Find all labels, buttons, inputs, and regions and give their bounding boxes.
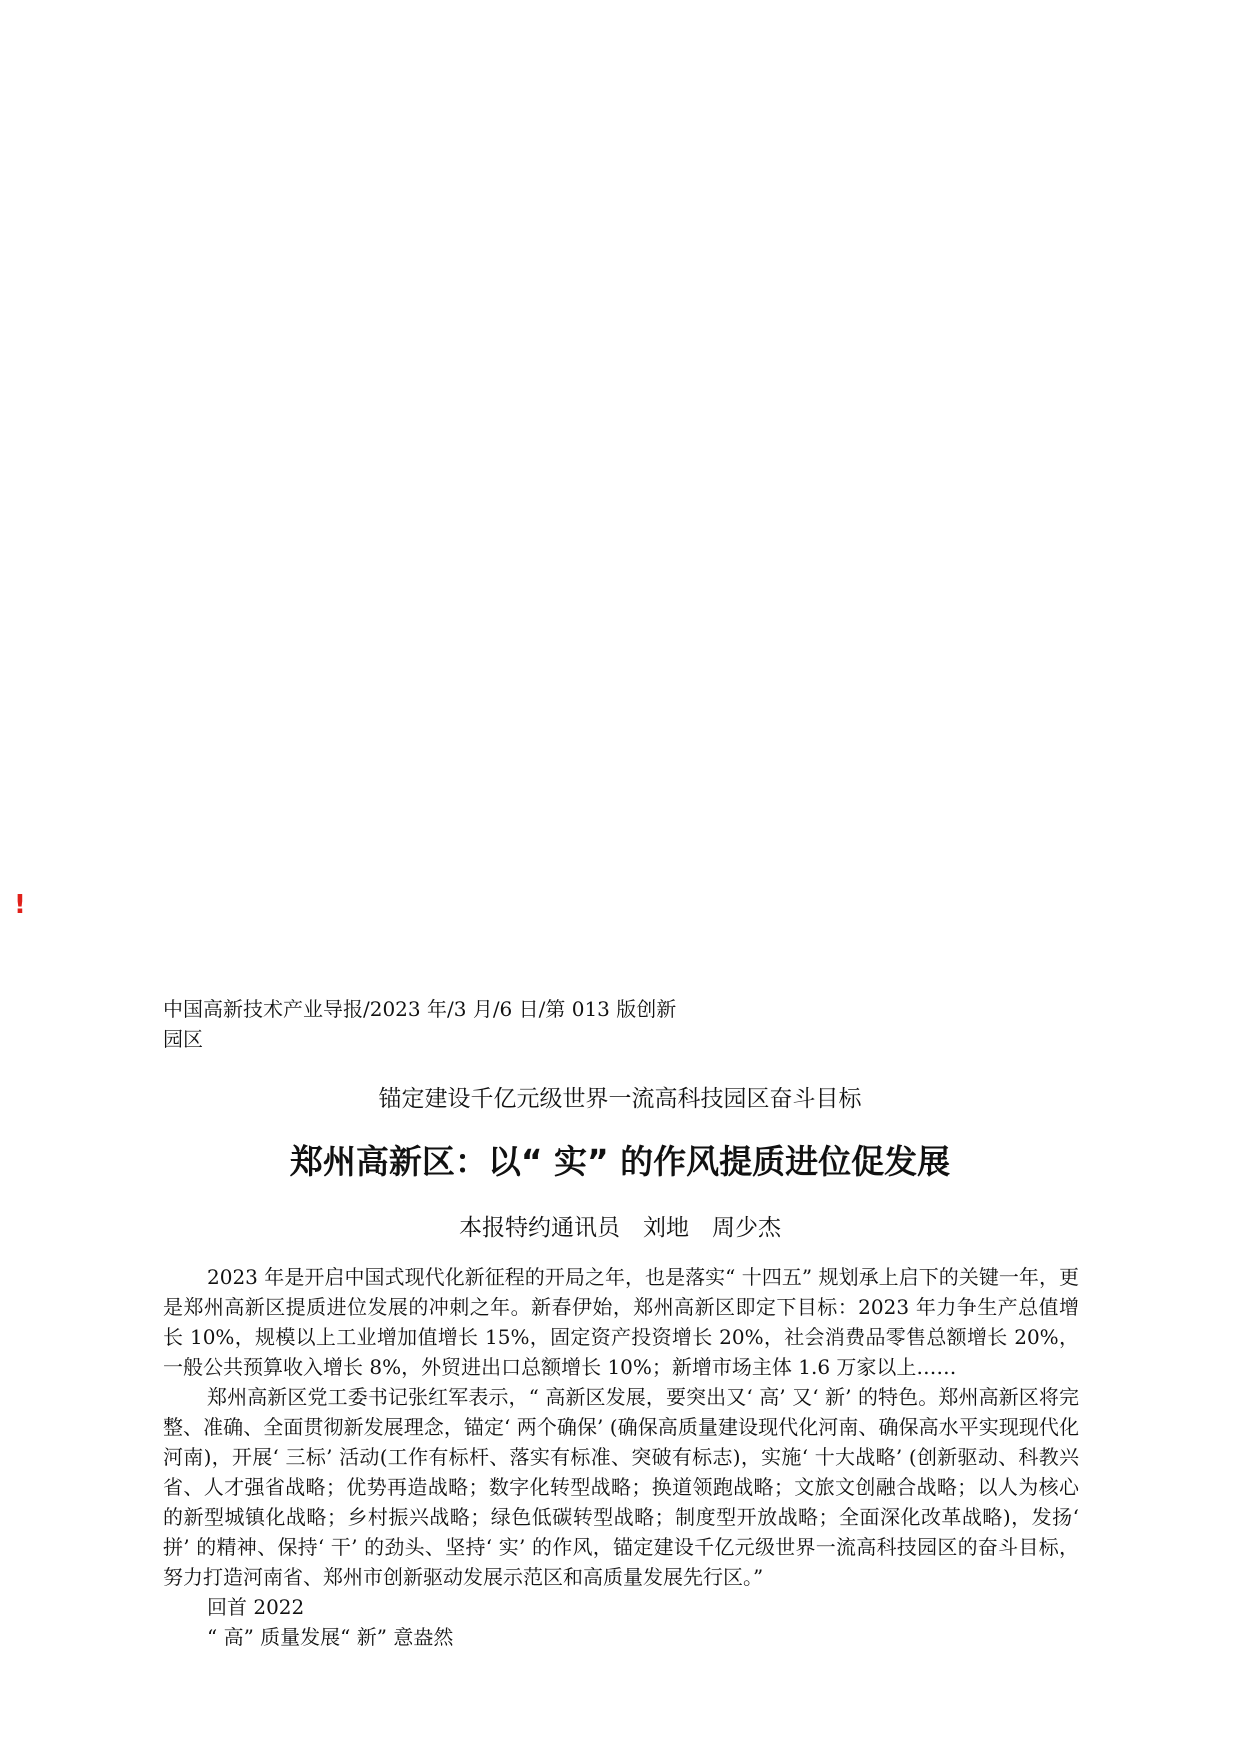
section-heading: “ 高” 质量发展“ 新” 意盎然 [207,1625,454,1649]
byline: 本报特约通讯员 刘地 周少杰 [459,1215,781,1241]
paragraph: 回首 2022 [207,1595,305,1619]
paragraph: 2023 年是开启中国式现代化新征程的开局之年，也是落实“ 十四五” 规划承上启下的关键一年，更是郑州高新区提质进位发展的冲刺之年。新春伊始，郑州高新区即定下目标：2023 年力争生产总值增长 10%，规模以上工业增加值增长 15%，固定资产投资增长 20%，社会消费品零售总额增长 20%，一般公共预算收入增长 8%，外贸进出口总额增长 10%；新增市场主体 1.6 万家以上…… [163,1265,1079,1379]
kicker-subtitle: 锚定建设千亿元级世界一流高科技园区奋斗目标 [378,1086,862,1112]
headline: 郑州高新区：以“ 实” 的作风提质进位促发展 [289,1142,951,1181]
paragraph: 郑州高新区党工委书记张红军表示，“ 高新区发展，要突出又‘ 高’ 又‘ 新’ 的特色。郑州高新区将完整、准确、全面贯彻新发展理念，锚定‘ 两个确保’ (确保高质量建设现代化河南、确保高水平实现现代化河南)，开展‘ 三标’ 活动(工作有标杆、落实有标准、突破有标志)，实施‘ 十大战略’ (创新驱动、科教兴省、人才强省战略；优势再造战略；数字化转型战略；换道领跑战略；文旅文创融合战略；以人为核心的新型城镇化战略；乡村振兴战略；绿色低碳转型战略；制度型开放战略；全面深化改革战略)，发扬‘ 拼’ 的精神、保持‘ 干’ 的劲头、坚持‘ 实’ 的作风，锚定建设千亿元级世界一流高科技园区的奋斗目标，努力打造河南省、郑州市创新驱动发展示范区和高质量发展先行区。” [163,1385,1086,1589]
article-body [163,1262,1086,1652]
source-line: 中国高新技术产业导报/2023 年/3 月/6 日/第 013 版创新园区 [163,997,677,1051]
red-exclamation-mark: ! [14,890,26,920]
